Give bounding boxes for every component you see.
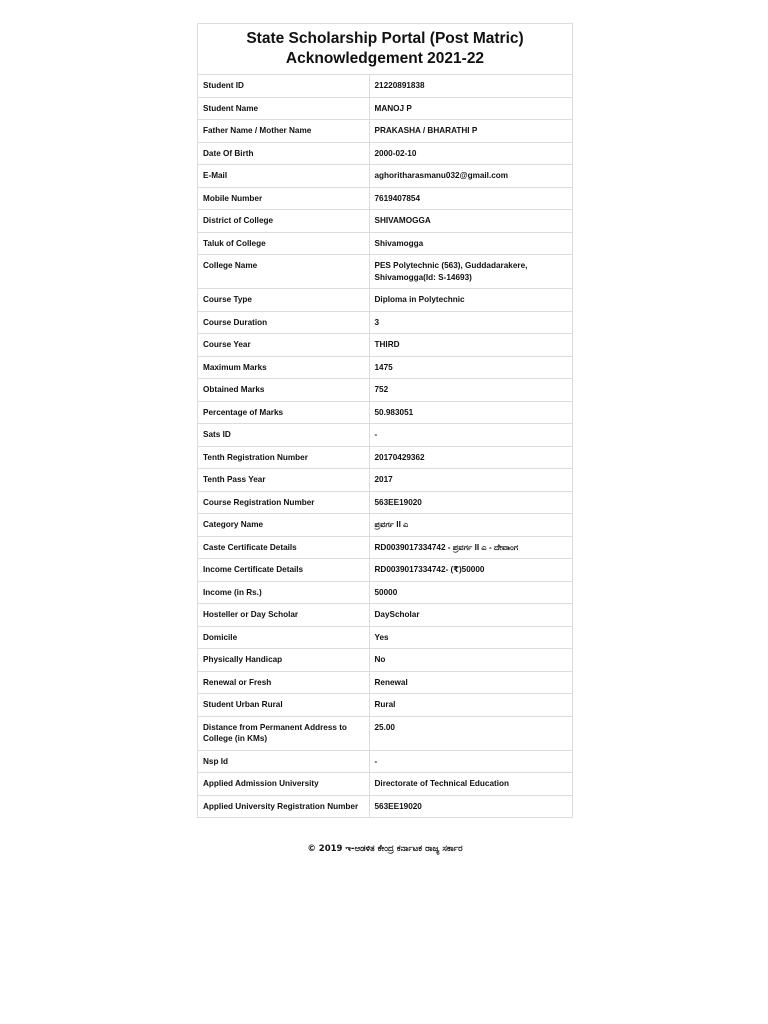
footer-copyright: © 2019 ಇ-ಆಡಳಿತ ಕೇಂದ್ರ ಕರ್ನಾಟಕ ರಾಜ್ಯ ಸರ್ಕಾರ [307,844,463,854]
field-value: 752 [369,379,572,402]
table-row [198,604,572,627]
field-value: 50.983051 [369,401,572,424]
table-row [198,210,572,233]
table-row [198,401,572,424]
table-row [198,356,572,379]
field-label: Hosteller or Day Scholar [198,604,369,627]
field-value: RD0039017334742 - ಪ್ರವರ್ಗ II ಎ - ದೇವಾಂಗ [369,536,572,559]
field-value: aghoritharasmanu032@gmail.com [369,165,572,188]
field-label: Date Of Birth [198,142,369,165]
field-label: E-Mail [198,165,369,188]
field-label: Maximum Marks [198,356,369,379]
field-label: Course Year [198,334,369,357]
field-value: PRAKASHA / BHARATHI P [369,120,572,143]
table-row [198,491,572,514]
field-value: 50000 [369,581,572,604]
table-row [198,626,572,649]
field-label: Tenth Registration Number [198,446,369,469]
field-label: Physically Handicap [198,649,369,672]
table-row [198,311,572,334]
field-label: Father Name / Mother Name [198,120,369,143]
table-row [198,559,572,582]
field-value: 563EE19020 [374,801,422,811]
field-value: Directorate of Technical Education [369,773,572,796]
field-value: MANOJ P [369,97,572,120]
field-value: No [369,649,572,672]
table-row [198,795,572,817]
field-value: THIRD [369,334,572,357]
field-value: 2000-02-10 [369,142,572,165]
field-label: Course Type [198,289,369,312]
field-value: 7619407854 [369,187,572,210]
field-label: Sats ID [198,424,369,447]
field-value: 2017 [369,469,572,492]
table-row [198,97,572,120]
table-row [198,649,572,672]
table-row [198,469,572,492]
field-value: - [369,750,572,773]
field-label: Course Registration Number [198,491,369,514]
field-value: Rural [369,694,572,717]
table-row [198,536,572,559]
field-value: Yes [369,626,572,649]
table-row [198,142,572,165]
field-value: 1475 [369,356,572,379]
table-row [198,694,572,717]
page-title [198,24,572,75]
field-value: SHIVAMOGGA [369,210,572,233]
table-row [198,379,572,402]
table-row [198,773,572,796]
field-value: RD0039017334742- (₹)50000 [369,559,572,582]
table-row [198,120,572,143]
title-line-2: Acknowledgement 2021-22 [285,50,485,67]
field-value: 20170429362 [369,446,572,469]
field-label: District of College [198,210,369,233]
field-label: Applied Admission University [198,773,369,796]
table-row [198,165,572,188]
table-row [198,446,572,469]
table-row [198,232,572,255]
field-value: DayScholar [369,604,572,627]
table-row [198,289,572,312]
field-value: Diploma in Polytechnic [369,289,572,312]
field-label: Renewal or Fresh [198,671,369,694]
table-row [198,671,572,694]
field-value: ಪ್ರವರ್ಗ II ಎ [369,514,572,537]
field-value: - [369,424,572,447]
field-value: 563EE19020 [369,491,572,514]
field-label: Student ID [198,75,369,97]
field-label: Obtained Marks [198,379,369,402]
field-label: Student Urban Rural [198,694,369,717]
acknowledgement-card [197,23,573,818]
field-label: Applied University Registration Number [198,795,369,817]
table-row [198,581,572,604]
field-label: Distance from Permanent Address to College (in KMs) [198,716,369,750]
table-row [198,514,572,537]
field-label: Taluk of College [198,232,369,255]
table-row [198,187,572,210]
field-label: Course Duration [198,311,369,334]
field-label: Mobile Number [198,187,369,210]
field-label: College Name [198,255,369,289]
field-label: Income Certificate Details [198,559,369,582]
field-label: Nsp Id [198,750,369,773]
table-row [198,424,572,447]
field-value: PES Polytechnic (563), Guddadarakere, Shivamogga(Id: S-14693) [369,255,572,289]
field-label: Category Name [198,514,369,537]
field-label: Student Name [198,97,369,120]
table-row [198,334,572,357]
details-table [198,75,572,817]
table-row [198,750,572,773]
field-label: Income (in Rs.) [198,581,369,604]
field-label: Domicile [198,626,369,649]
field-label: Caste Certificate Details [198,536,369,559]
field-value: 21220891838 [369,75,572,97]
field-label: Percentage of Marks [198,401,369,424]
table-row [198,716,572,750]
table-row [198,255,572,289]
table-row [198,75,572,97]
field-value: 3 [369,311,572,334]
field-value: Renewal [369,671,572,694]
field-value: Shivamogga [369,232,572,255]
field-label: Tenth Pass Year [198,469,369,492]
field-value: 25.00 [369,716,572,750]
title-line-1: State Scholarship Portal (Post Matric) [246,30,524,47]
